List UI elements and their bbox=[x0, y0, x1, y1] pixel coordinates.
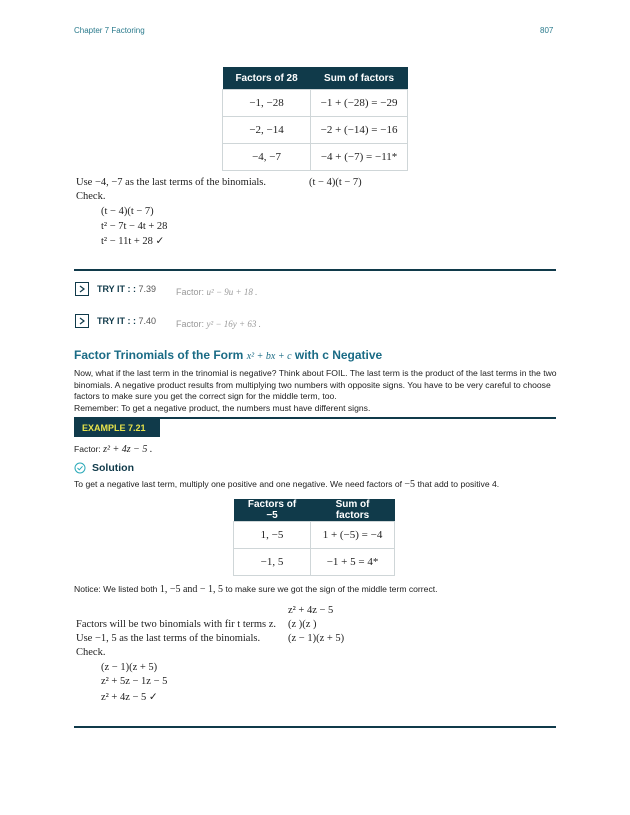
try-it-prompt bbox=[176, 287, 257, 297]
notice-text: Notice: We listed both bbox=[74, 584, 158, 594]
remember-note: Remember: To get a negative product, the numbers must have different signs. bbox=[74, 403, 371, 413]
use-factors-line: Use −4, −7 as the last terms of the binomials. bbox=[76, 177, 267, 188]
check-line: (z − 1)(z + 5) bbox=[101, 662, 158, 673]
expand-try-it-button[interactable] bbox=[75, 282, 89, 296]
intro-text: To get a negative last term, multiply one positive and one negative. We need factors of bbox=[74, 479, 403, 489]
divider bbox=[74, 726, 556, 728]
solution-check-icon bbox=[74, 461, 86, 473]
section-title-pre: Factor Trinomials of the Form bbox=[74, 348, 244, 362]
table-cell: −2 + (−14) = −16 bbox=[311, 117, 408, 144]
try-it-number: 7.40 bbox=[138, 316, 157, 326]
try-it-number: 7.39 bbox=[138, 284, 157, 294]
table-cell: −4 + (−7) = −11* bbox=[311, 144, 408, 171]
example-expression: z² + 4z − 5 . bbox=[103, 444, 153, 455]
table-row bbox=[234, 522, 395, 549]
section-paragraph: Now, what if the last term in the trinomial is negative? Think about FOIL. The last term is the product of the last terms in the two binomials. A negative product results from multiplying two numbers with opposite signs. You have to be very careful to choose factors to make sure you get the correct sign for the middle term, too. bbox=[74, 368, 557, 401]
factor-label: Factor: bbox=[74, 444, 101, 454]
section-title bbox=[74, 348, 382, 362]
try-it-expression: y² − 16y + 63 . bbox=[206, 319, 261, 329]
check-line: (t − 4)(t − 7) bbox=[101, 206, 154, 217]
check-label: Check. bbox=[76, 191, 106, 202]
try-it-label bbox=[97, 316, 156, 326]
table-cell: −1, −28 bbox=[223, 90, 311, 117]
try-it-label bbox=[97, 284, 156, 294]
factor-label: Factor: bbox=[176, 287, 205, 297]
try-it-expression: u² − 9u + 18 . bbox=[206, 287, 258, 297]
section-title-expr: x² + bx + c bbox=[246, 351, 292, 362]
table-cell: −2, −14 bbox=[223, 117, 311, 144]
try-it-text: TRY IT : : bbox=[97, 316, 136, 326]
table-cell: −4, −7 bbox=[223, 144, 311, 171]
expand-try-it-button[interactable] bbox=[75, 314, 89, 328]
check-line: t² − 7t − 4t + 28 bbox=[101, 221, 168, 232]
factors-line: Factors will be two binomials with fir t terms z. bbox=[76, 619, 277, 630]
factors-table-neg5 bbox=[233, 499, 395, 576]
notice-line bbox=[74, 584, 438, 596]
check-line: t² − 11t + 28 ✓ bbox=[101, 236, 165, 247]
binomial-result: (z − 1)(z + 5) bbox=[288, 633, 345, 644]
chevron-right-icon bbox=[78, 317, 86, 325]
notice-text-post: to make sure we got the sign of the middle term correct. bbox=[225, 584, 438, 594]
section-title-post: with c Negative bbox=[294, 348, 383, 362]
table-cell: −1 + (−28) = −29 bbox=[311, 90, 408, 117]
table-cell: 1, −5 bbox=[234, 522, 311, 549]
use-factors-line: Use −1, 5 as the last terms of the binomials. bbox=[76, 633, 261, 644]
binomial-result: (t − 4)(t − 7) bbox=[309, 177, 362, 188]
table-header: Sum of factors bbox=[311, 67, 408, 90]
factors-table-28 bbox=[222, 67, 408, 171]
solution-heading: Solution bbox=[92, 462, 134, 474]
table-cell: −1 + 5 = 4* bbox=[311, 549, 395, 576]
check-line: z² + 5z − 1z − 5 bbox=[101, 676, 168, 687]
table-row bbox=[223, 90, 408, 117]
chevron-right-icon bbox=[78, 285, 86, 293]
solution-intro bbox=[74, 479, 499, 491]
try-it-prompt bbox=[176, 319, 261, 329]
table-cell: 1 + (−5) = −4 bbox=[311, 522, 395, 549]
table-row bbox=[234, 549, 395, 576]
table-cell: −1, 5 bbox=[234, 549, 311, 576]
trinomial-expr: z² + 4z − 5 bbox=[288, 605, 334, 616]
intro-text-post: that add to positive 4. bbox=[417, 479, 500, 489]
divider bbox=[74, 269, 556, 271]
divider bbox=[74, 417, 556, 419]
example-prompt bbox=[74, 444, 152, 456]
table-row bbox=[223, 144, 408, 171]
binomial-template: (z )(z ) bbox=[288, 619, 317, 630]
factor-label: Factor: bbox=[176, 319, 205, 329]
table-header: Sum of factors bbox=[311, 499, 395, 522]
intro-number: −5 bbox=[404, 479, 416, 490]
check-label: Check. bbox=[76, 647, 106, 658]
table-row bbox=[223, 117, 408, 144]
example-tab: EXAMPLE 7.21 bbox=[74, 419, 160, 437]
try-it-text: TRY IT : : bbox=[97, 284, 136, 294]
table-header: Factors of −5 bbox=[234, 499, 311, 522]
check-line: z² + 4z − 5 ✓ bbox=[101, 692, 158, 703]
page-number: 807 bbox=[540, 26, 554, 35]
notice-expression: 1, −5 and − 1, 5 bbox=[159, 584, 224, 595]
chapter-header: Chapter 7 Factoring bbox=[74, 26, 145, 35]
table-header: Factors of 28 bbox=[223, 67, 311, 90]
